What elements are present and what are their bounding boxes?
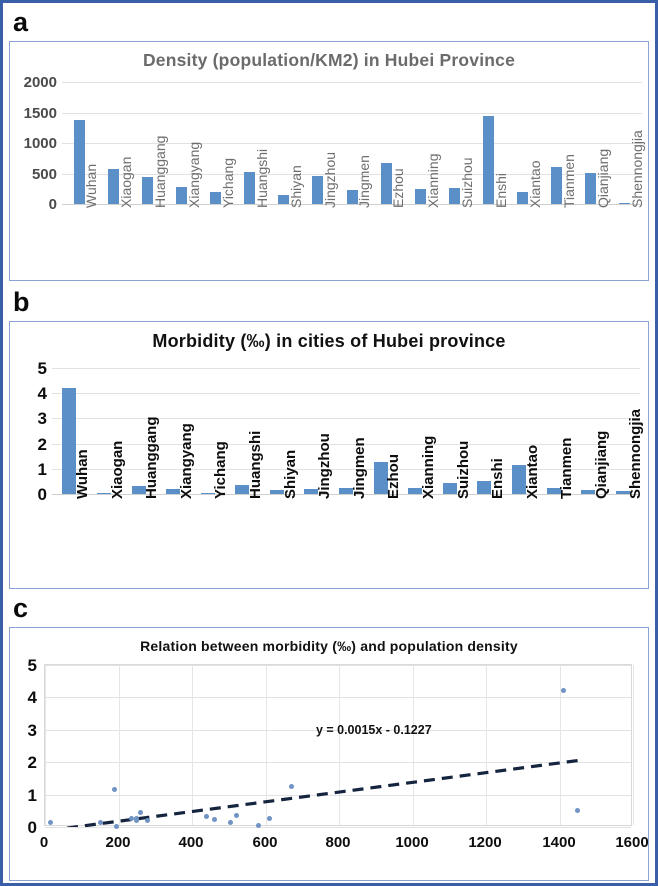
y-axis-tick-a: 1000 — [23, 135, 57, 152]
scatter-point-15 — [289, 784, 294, 789]
chart-title-b: Morbidity (‰) in cities of Hubei province — [152, 331, 506, 351]
x-axis-label-b-0: Wuhan — [74, 449, 91, 499]
x-axis-label-b-15: Qianjiang — [592, 430, 610, 499]
x-axis-label-a-11: Suizhou — [458, 157, 475, 208]
x-axis-label-a-16: Shennongjia — [629, 130, 646, 208]
chart-title-c: Relation between morbidity (‰) and population density — [140, 638, 518, 654]
panel-a-chart — [9, 41, 649, 281]
y-axis-tick-b: 0 — [37, 485, 47, 504]
x-axis-label-b-9: Ezhou — [385, 454, 403, 499]
scatter-point-10 — [212, 817, 217, 822]
gridline-b-5 — [52, 368, 640, 369]
y-axis-tick-b: 2 — [37, 435, 47, 454]
x-axis-label-a-2: Huanggang — [151, 135, 168, 208]
chart-title-a: Density (population/KM2) in Hubei Province — [142, 50, 516, 70]
x-axis-label-b-3: Xiangyang — [177, 423, 195, 499]
gridline-a-0 — [62, 204, 642, 205]
gridline-b-3 — [52, 418, 640, 419]
plot-area-b — [37, 359, 640, 504]
trendline — [45, 665, 633, 827]
x-axis-label-a-1: Xiaogan — [117, 156, 134, 208]
gridline-a-2000 — [62, 82, 642, 83]
x-axis-tick-c: 400 — [178, 834, 204, 851]
y-axis-tick-c: 4 — [27, 688, 37, 707]
y-axis-tick-a: 1500 — [23, 105, 57, 122]
x-axis-label-b-2: Huanggang — [143, 416, 161, 499]
scatter-point-1 — [98, 820, 103, 825]
x-axis-label-a-6: Shiyan — [288, 165, 305, 208]
gridline-b-2 — [52, 444, 640, 445]
x-axis-label-b-7: Jingzhou — [316, 433, 334, 499]
y-axis-tick-c: 2 — [27, 753, 37, 772]
y-axis-tick-c: 0 — [27, 818, 37, 837]
x-axis-label-b-12: Enshi — [489, 458, 507, 499]
x-axis-label-b-1: Xiaogan — [108, 440, 126, 499]
x-axis-label-a-5: Huangshi — [254, 148, 270, 208]
x-axis-label-a-3: Xiangyang — [185, 141, 202, 208]
panel-letter-b: b — [13, 287, 30, 317]
plot-area-a — [23, 74, 642, 213]
scatter-point-12 — [234, 813, 239, 818]
x-axis-tick-c: 1200 — [468, 834, 502, 851]
x-axis-tick-c: 800 — [325, 834, 351, 851]
x-axis-label-a-9: Ezhou — [390, 168, 407, 208]
y-axis-tick-b: 5 — [37, 359, 47, 378]
x-axis-label-a-15: Qianjiang — [595, 148, 612, 208]
x-axis-label-a-14: Tianmen — [561, 154, 577, 208]
y-axis-tick-a: 0 — [48, 196, 57, 213]
x-axis-label-a-4: Yichang — [219, 157, 236, 208]
x-axis-label-b-11: Suizhou — [454, 440, 472, 499]
x-axis-label-a-8: Jingmen — [356, 155, 373, 208]
scatter-point-3 — [114, 824, 119, 829]
x-axis-tick-c: 1400 — [542, 834, 576, 851]
x-axis-label-b-10: Xianning — [419, 435, 437, 499]
x-axis-label-b-16: Shennongjia — [627, 409, 645, 499]
y-axis-tick-b: 3 — [37, 409, 47, 428]
panel-letter-c: c — [13, 593, 29, 623]
x-axis-label-a-7: Jingzhou — [322, 151, 339, 208]
y-axis-tick-c: 3 — [27, 721, 37, 740]
scatter-point-11 — [228, 820, 233, 825]
y-axis-tick-c: 5 — [27, 656, 37, 675]
x-axis-tick-c: 200 — [105, 834, 131, 851]
gridline-a-1500 — [62, 113, 642, 114]
gridline-c-x-1600 — [633, 665, 634, 825]
x-axis-label-a-13: Xiantao — [526, 160, 543, 208]
x-axis-tick-c: 1000 — [395, 834, 429, 851]
gridline-b-1 — [52, 469, 640, 470]
x-axis-tick-c: 0 — [39, 834, 49, 851]
gridline-b-4 — [52, 393, 640, 394]
x-axis-tick-c: 1600 — [615, 834, 649, 851]
x-axis-label-b-4: Yichang — [212, 441, 230, 499]
gridline-c-y-0 — [45, 827, 631, 828]
y-axis-tick-a: 2000 — [23, 74, 57, 91]
x-axis-label-a-10: Xianning — [424, 153, 441, 208]
x-axis-label-a-0: Wuhan — [83, 163, 100, 208]
x-axis-label-a-12: Enshi — [492, 172, 509, 208]
y-axis-tick-b: 4 — [37, 384, 47, 403]
trendline-equation: y = 0.0015x - 0.1227 — [315, 722, 432, 737]
panel-letter-a: a — [13, 7, 29, 37]
plot-area-c — [27, 656, 632, 837]
panel-b-chart — [9, 321, 649, 589]
gridline-b-0 — [52, 494, 640, 495]
panel-c-chart — [9, 627, 649, 881]
y-axis-tick-c: 1 — [27, 786, 37, 805]
y-axis-tick-b: 1 — [37, 460, 47, 479]
y-axis-tick-a: 500 — [31, 166, 57, 183]
x-axis-label-b-6: Shiyan — [281, 449, 299, 499]
x-axis-label-b-14: Tianmen — [558, 437, 576, 499]
gridline-a-1000 — [62, 143, 642, 144]
scatter-point-13 — [256, 823, 261, 828]
x-axis-tick-c: 600 — [252, 834, 278, 851]
x-axis-label-b-5: Huangshi — [246, 430, 264, 499]
x-axis-label-b-8: Jingmen — [350, 437, 368, 499]
scatter-point-7 — [138, 810, 143, 815]
x-axis-label-b-13: Xiantao — [523, 444, 541, 499]
